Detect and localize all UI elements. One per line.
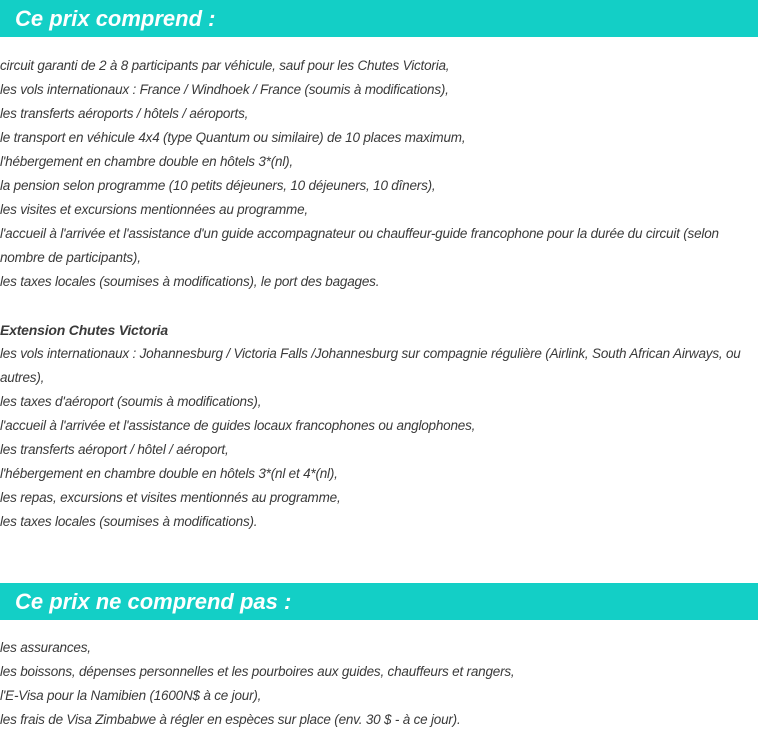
- list-item: les vols internationaux : France / Windhoek / France (soumis à modifications),: [0, 82, 449, 97]
- extension-list: [0, 318, 758, 534]
- list-item: les visites et excursions mentionnées au programme,: [0, 202, 308, 217]
- list-item: circuit garanti de 2 à 8 participants par véhicule, sauf pour les Chutes Victoria,: [0, 58, 450, 73]
- list-item: les repas, excursions et visites mentionnés au programme,: [0, 490, 341, 505]
- list-item: les assurances,: [0, 640, 91, 655]
- list-item: les frais de Visa Zimbabwe à régler en espèces sur place (env. 30 $ - à ce jour).: [0, 712, 461, 727]
- includes-list: [0, 54, 758, 294]
- list-item: la pension selon programme (10 petits déjeuners, 10 déjeuners, 10 dîners),: [0, 178, 436, 193]
- list-item: les transferts aéroports / hôtels / aéroports,: [0, 106, 249, 121]
- list-item: les transferts aéroport / hôtel / aéroport,: [0, 442, 229, 457]
- list-item: les vols internationaux : Johannesburg / Victoria Falls /Johannesburg sur compagnie régulière (Airlink, South African Airways, ou autres),: [0, 346, 741, 385]
- list-item: l'hébergement en chambre double en hôtels 3*(nl et 4*(nl),: [0, 466, 338, 481]
- list-item: les taxes locales (soumises à modifications).: [0, 514, 258, 529]
- list-item: les boissons, dépenses personnelles et les pourboires aux guides, chauffeurs et rangers,: [0, 664, 515, 679]
- list-item: les taxes d'aéroport (soumis à modifications),: [0, 394, 262, 409]
- includes-title: Ce prix comprend :: [0, 0, 758, 37]
- list-item: l'accueil à l'arrivée et l'assistance de guides locaux francophones ou anglophones,: [0, 418, 476, 433]
- excludes-title: Ce prix ne comprend pas :: [0, 583, 758, 620]
- excludes-list: [0, 636, 758, 732]
- list-item: le transport en véhicule 4x4 (type Quantum ou similaire) de 10 places maximum,: [0, 130, 466, 145]
- list-item: l'hébergement en chambre double en hôtels 3*(nl),: [0, 154, 293, 169]
- list-item: les taxes locales (soumises à modifications), le port des bagages.: [0, 274, 380, 289]
- list-item: l'E-Visa pour la Namibien (1600N$ à ce jour),: [0, 688, 262, 703]
- extension-title: Extension Chutes Victoria: [0, 322, 168, 338]
- list-item: l'accueil à l'arrivée et l'assistance d'un guide accompagnateur ou chauffeur-guide francophone pour la durée du circuit (selon nombre de participants),: [0, 226, 719, 265]
